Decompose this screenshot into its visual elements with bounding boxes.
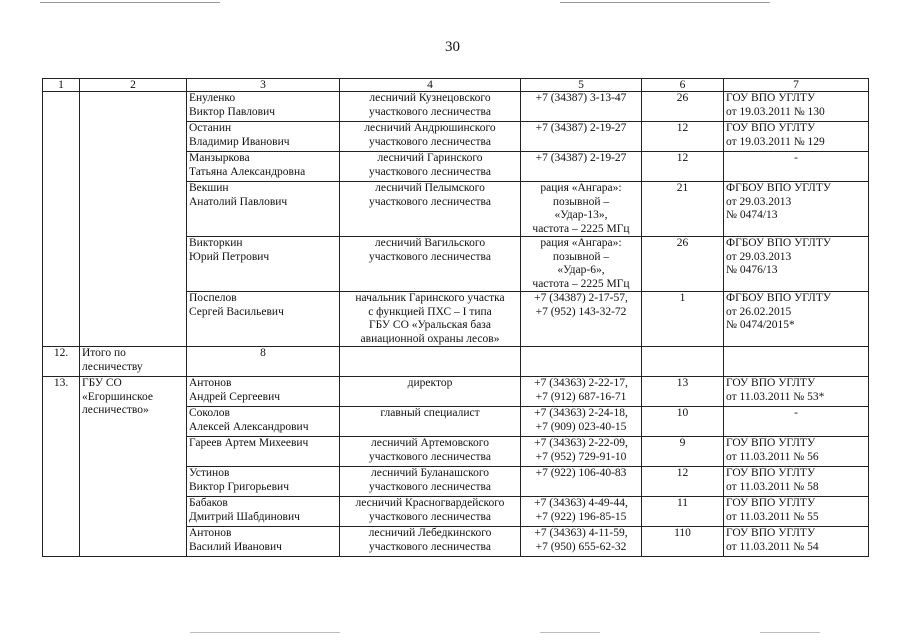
phone-cell-line: частота – 2225 МГц	[532, 222, 630, 235]
position-cell-line: лесничий Лебедкинского	[368, 527, 492, 539]
phone-cell	[521, 467, 642, 497]
document-cell-line: ГОУ ВПО УГЛТУ	[726, 467, 816, 479]
name-cell	[187, 377, 340, 407]
document-cell	[724, 237, 869, 292]
position-cell	[340, 437, 521, 467]
name-cell-line: Соколов	[189, 407, 230, 419]
phone-cell	[521, 497, 642, 527]
document-cell-line: ФГБОУ ВПО УГЛТУ	[726, 237, 831, 249]
number-cell: 10	[642, 407, 724, 437]
name-cell	[187, 182, 340, 237]
document-cell-line: от 11.03.2011 № 54	[726, 540, 819, 553]
position-cell	[340, 377, 521, 407]
document-cell	[724, 497, 869, 527]
document-cell-line: ГОУ ВПО УГЛТУ	[726, 92, 816, 104]
document-cell	[724, 377, 869, 407]
phone-cell-line: +7 (912) 687-16-71	[535, 390, 627, 403]
header-cell-7: 7	[724, 79, 869, 92]
index-cell: 13.	[43, 377, 80, 557]
phone-cell-line: рация «Ангара»:	[540, 182, 622, 194]
position-cell-line: лесничий Гаринского	[377, 152, 483, 164]
phone-cell-line: +7 (34363) 2-22-09,	[534, 437, 628, 449]
phone-cell	[521, 237, 642, 292]
phone-cell-line: +7 (34387) 2-17-57,	[534, 292, 628, 304]
document-cell-line: от 11.03.2011 № 53*	[726, 390, 825, 403]
phone-cell-line: частота – 2225 МГц	[532, 277, 630, 290]
empty-cell	[724, 347, 869, 377]
subtotal-value: 8	[187, 347, 340, 377]
document-cell	[724, 182, 869, 237]
name-cell	[187, 527, 340, 557]
phone-cell-line: +7 (950) 655-62-32	[535, 540, 627, 553]
subtotal-label-line: лесничеству	[82, 360, 143, 373]
phone-cell-line: +7 (952) 729-91-10	[535, 450, 627, 463]
name-cell-line: Векшин	[189, 182, 229, 194]
number-cell: 1	[642, 292, 724, 347]
phone-cell	[521, 407, 642, 437]
header-cell-6: 6	[642, 79, 724, 92]
table-body	[43, 79, 869, 557]
organization-cell-line: «Егоршинское	[82, 390, 153, 403]
position-cell-line: директор	[407, 377, 453, 389]
name-cell-line: Алексей Александрович	[189, 420, 309, 433]
header-cell-3: 3	[187, 79, 340, 92]
name-cell	[187, 292, 340, 347]
document-cell	[724, 92, 869, 122]
name-cell-line: Сергей Васильевич	[189, 305, 284, 318]
phone-cell	[521, 182, 642, 237]
phone-cell-line: +7 (34387) 3-13-47	[535, 92, 627, 104]
position-cell-line: участкового лесничества	[369, 165, 491, 178]
phone-cell-line: позывной –	[552, 195, 610, 208]
header-row	[43, 79, 869, 92]
subtotal-label	[80, 347, 187, 377]
position-cell-line: участкового лесничества	[369, 105, 491, 118]
document-cell-line: от 19.03.2011 № 129	[726, 135, 825, 148]
position-cell	[340, 92, 521, 122]
position-cell-line: лесничий Буланашского	[370, 467, 490, 479]
header-cell-5: 5	[521, 79, 642, 92]
name-cell-line: Юрий Петрович	[189, 250, 270, 263]
position-cell-line: лесничий Кузнецовского	[369, 92, 491, 104]
position-cell-line: участкового лесничества	[369, 135, 491, 148]
document-cell-line: от 11.03.2011 № 58	[726, 480, 819, 493]
position-cell-line: участкового лесничества	[369, 510, 491, 523]
phone-cell	[521, 122, 642, 152]
position-cell-line: авиационной охраны лесов»	[360, 332, 500, 345]
position-cell-line: лесничий Вагильского	[374, 237, 486, 249]
name-cell	[187, 407, 340, 437]
number-cell: 12	[642, 152, 724, 182]
name-cell-line: Бабаков	[189, 497, 228, 509]
scan-bottom-mark-2	[540, 632, 600, 633]
name-cell-line: Василий Иванович	[189, 540, 282, 553]
header-cell-1: 1	[43, 79, 80, 92]
name-cell	[187, 437, 340, 467]
phone-cell-line: «Удар-13»,	[554, 209, 608, 221]
table-row	[43, 92, 869, 122]
number-cell: 110	[642, 527, 724, 557]
document-cell-line: от 29.03.2013	[726, 195, 792, 208]
phone-cell	[521, 437, 642, 467]
subtotal-index: 12.	[43, 347, 80, 377]
name-cell-line: Владимир Иванович	[189, 135, 290, 148]
position-cell-line: лесничий Красногвардейского	[355, 497, 505, 509]
name-cell	[187, 92, 340, 122]
name-cell-line: Антонов	[189, 527, 232, 539]
position-cell	[340, 237, 521, 292]
document-cell-line: ФГБОУ ВПО УГЛТУ	[726, 292, 831, 304]
document-cell-line: ГОУ ВПО УГЛТУ	[726, 122, 816, 134]
document-cell-line: от 26.02.2015	[726, 305, 792, 318]
name-cell-line: Виктор Григорьевич	[189, 480, 289, 493]
phone-cell-line: +7 (34363) 4-49-44,	[534, 497, 628, 509]
phone-cell-line: +7 (34363) 2-24-18,	[534, 407, 628, 419]
position-cell-line: начальник Гаринского участка	[355, 292, 505, 304]
name-cell	[187, 122, 340, 152]
empty-cell	[340, 347, 521, 377]
name-cell-line: Енуленко	[189, 92, 236, 104]
phone-cell-line: +7 (922) 106-40-83	[535, 467, 627, 479]
header-cell-2: 2	[80, 79, 187, 92]
header-cell-4: 4	[340, 79, 521, 92]
name-cell-line: Антонов	[189, 377, 232, 389]
phone-cell-line: +7 (922) 196-85-15	[535, 510, 627, 523]
organization-cell	[80, 92, 187, 347]
name-cell-line: Останин	[189, 122, 232, 134]
position-cell-line: лесничий Артемовского	[371, 437, 489, 449]
number-cell: 13	[642, 377, 724, 407]
name-cell-line: Дмитрий Шабдинович	[189, 510, 300, 523]
phone-cell-line: позывной –	[552, 250, 610, 263]
name-cell	[187, 497, 340, 527]
document-cell-line: от 11.03.2011 № 55	[726, 510, 819, 523]
document-cell	[724, 527, 869, 557]
number-cell: 21	[642, 182, 724, 237]
scan-bottom-mark-1	[190, 632, 340, 633]
position-cell-line: участкового лесничества	[369, 195, 491, 208]
document-cell-line: ГОУ ВПО УГЛТУ	[726, 497, 816, 509]
scan-bottom-mark-3	[760, 632, 820, 633]
empty-cell	[521, 347, 642, 377]
name-cell-line: Викторкин	[189, 237, 243, 249]
number-cell: 9	[642, 437, 724, 467]
number-cell: 11	[642, 497, 724, 527]
phone-cell	[521, 527, 642, 557]
name-cell	[187, 467, 340, 497]
document-cell	[724, 467, 869, 497]
phone-cell-line: +7 (34387) 2-19-27	[535, 122, 627, 134]
position-cell	[340, 182, 521, 237]
phone-cell-line: +7 (34363) 4-11-59,	[534, 527, 628, 539]
phone-cell-line: +7 (34387) 2-19-27	[535, 152, 627, 164]
name-cell-line: Татьяна Александровна	[189, 165, 306, 178]
position-cell-line: главный специалист	[380, 407, 480, 419]
index-cell	[43, 92, 80, 347]
document-cell-line: -	[794, 407, 798, 419]
number-cell: 12	[642, 122, 724, 152]
document-cell-line: от 29.03.2013	[726, 250, 792, 263]
phone-cell-line: +7 (952) 143-32-72	[535, 305, 627, 318]
phone-cell-line: «Удар-6»,	[557, 264, 605, 276]
scan-top-rule-left	[40, 2, 220, 3]
document-cell-line: от 19.03.2011 № 130	[726, 105, 825, 118]
position-cell-line: участкового лесничества	[369, 250, 491, 263]
position-cell-line: с функцией ПХС – I типа	[368, 305, 492, 318]
number-cell: 26	[642, 237, 724, 292]
position-cell-line: участкового лесничества	[369, 480, 491, 493]
document-cell	[724, 292, 869, 347]
number-cell: 12	[642, 467, 724, 497]
document-cell-line: ГОУ ВПО УГЛТУ	[726, 377, 816, 389]
position-cell	[340, 122, 521, 152]
position-cell-line: лесничий Андрюшинского	[364, 122, 496, 134]
document-cell	[724, 152, 869, 182]
phone-cell-line: +7 (909) 023-40-15	[535, 420, 627, 433]
page-number: 30	[445, 39, 460, 55]
document-cell-line: от 11.03.2011 № 56	[726, 450, 819, 463]
position-cell	[340, 467, 521, 497]
position-cell-line: участкового лесничества	[369, 540, 491, 553]
position-cell-line: участкового лесничества	[369, 450, 491, 463]
name-cell-line: Манзыркова	[189, 152, 250, 164]
phone-cell	[521, 152, 642, 182]
name-cell	[187, 237, 340, 292]
document-cell	[724, 122, 869, 152]
table-row	[43, 377, 869, 407]
document-cell-line: ФГБОУ ВПО УГЛТУ	[726, 182, 831, 194]
phone-cell-line: рация «Ангара»:	[540, 237, 622, 249]
phone-cell	[521, 377, 642, 407]
organization-cell-line: лесничество»	[82, 404, 149, 416]
name-cell-line: Поспелов	[189, 292, 237, 304]
position-cell	[340, 152, 521, 182]
position-cell	[340, 527, 521, 557]
document-cell-line: ГОУ ВПО УГЛТУ	[726, 527, 816, 539]
phone-cell	[521, 292, 642, 347]
number-cell: 26	[642, 92, 724, 122]
name-cell-line: Виктор Павлович	[189, 105, 276, 118]
empty-cell	[642, 347, 724, 377]
document-cell-line: ГОУ ВПО УГЛТУ	[726, 437, 816, 449]
document-cell-line: № 0476/13	[726, 264, 778, 276]
document-cell-line: № 0474/2015*	[726, 319, 795, 331]
position-cell	[340, 407, 521, 437]
name-cell-line: Гареев Артем Михеевич	[189, 437, 309, 449]
name-cell-line: Устинов	[189, 467, 230, 479]
document-cell	[724, 437, 869, 467]
position-cell-line: ГБУ СО «Уральская база	[369, 319, 491, 331]
document-cell-line: № 0474/13	[726, 209, 778, 221]
personnel-table	[42, 78, 869, 557]
organization-cell-line: ГБУ СО	[82, 377, 122, 389]
organization-cell	[80, 377, 187, 557]
position-cell	[340, 292, 521, 347]
name-cell-line: Андрей Сергеевич	[189, 390, 281, 403]
phone-cell	[521, 92, 642, 122]
document-cell	[724, 407, 869, 437]
scan-top-rule-right	[560, 2, 770, 3]
name-cell-line: Анатолий Павлович	[189, 195, 288, 208]
subtotal-row	[43, 347, 869, 377]
position-cell-line: лесничий Пелымского	[375, 182, 485, 194]
document-cell-line: -	[794, 152, 798, 164]
subtotal-label-line: Итого по	[82, 347, 126, 359]
position-cell	[340, 497, 521, 527]
name-cell	[187, 152, 340, 182]
phone-cell-line: +7 (34363) 2-22-17,	[534, 377, 628, 389]
